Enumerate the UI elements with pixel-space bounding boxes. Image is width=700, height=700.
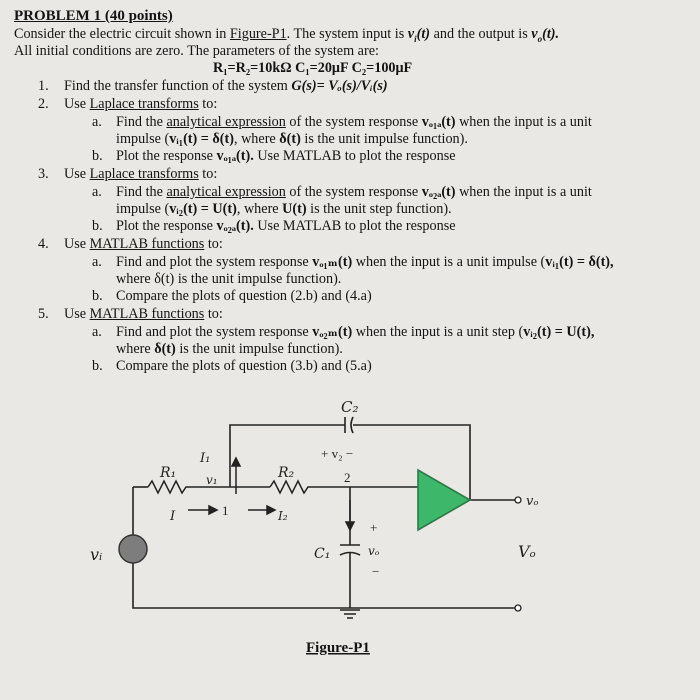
q4b-label: b. [92,288,103,304]
voltage-source-icon [119,535,147,563]
label-current-i: I [170,509,176,524]
q5a-line2: where δ(t) is the unit impulse function). [116,341,343,357]
q5a-label: a. [92,324,102,340]
label-vi: vᵢ [90,545,103,564]
q1-text: Find the transfer function of the system G(s)= Vₒ(s)/Vᵢ(s) [64,78,388,94]
q3-text: Use Laplace transforms to: [64,166,218,182]
label-minus: − [372,564,380,579]
q2b-text: Plot the response vₒ₁ₐ(t). Use MATLAB to plot the response [116,148,456,164]
q3a-label: a. [92,184,102,200]
input-symbol: $v_i(t)$ [407,26,431,44]
transfer-function-formula: G(s)= Vₒ(s)/Vᵢ(s) [291,78,388,94]
label-vo-small: vₒ [368,544,380,558]
label-i1: I₁ [200,451,211,466]
q2a-label: a. [92,114,102,130]
figure-reference: Figure-P1 [229,26,287,42]
resistor-r2 [270,481,312,493]
q2a-line2: impulse (vᵢ₁(t) = δ(t), where δ(t) is the unit impulse function). [116,131,468,147]
q4-text: Use MATLAB functions to: [64,236,223,252]
q3b-text: Plot the response vₒ₂ₐ(t). Use MATLAB to plot the response [116,218,456,234]
q5a-line1: Find and plot the system response vₒ₂ₘ(t) when the input is a unit step (vᵢ₂(t) = U(t), [116,324,595,340]
label-r1: R₁ [160,465,177,481]
label-current-i2: I₂ [278,509,288,523]
arrow-down-icon [346,522,354,530]
q4a-label: a. [92,254,102,270]
label-c1: C₁ [314,546,331,562]
q4a-line2: where δ(t) is the unit impulse function). [116,271,342,287]
capacitor-c2-plate2 [351,417,353,433]
ground-wire [133,563,515,608]
label-plus: + [370,520,378,535]
q2-number: 2. [38,96,49,112]
output-symbol: $v_o(t)$. [531,26,560,44]
feedback-wire-right [353,425,470,500]
figure-caption: Figure-P1 [306,640,370,656]
label-node2: 2 [344,470,351,485]
label-v2: + v₂ − [321,446,354,461]
q3-number: 3. [38,166,49,182]
arrow-up-icon [232,458,240,466]
q2-text: Use Laplace transforms to: [64,96,218,112]
label-r2: R₂ [278,465,295,481]
q4b-text: Compare the plots of question (2.b) and (4.a) [116,288,372,304]
ground-icon [340,610,360,618]
parameters-line: R₁=R₂=10kΩ C₁=20μF C₂=100μF [213,60,413,76]
label-vo-output: vₒ [526,494,539,509]
q4a-line1: Find and plot the system response vₒ₁ₘ(t) when the input is a unit impulse (vᵢ₁(t) = δ(t), [116,254,614,270]
q3b-label: b. [92,218,103,234]
intro-text-c: and the output is [430,26,532,42]
q5b-label: b. [92,358,103,374]
label-vo-big: Vₒ [518,542,536,561]
q2b-label: b. [92,148,103,164]
q1-number: 1. [38,78,49,94]
output-terminal-bottom [515,605,521,611]
label-node1: 1 [222,503,229,518]
resistor-r1 [148,481,190,493]
output-terminal-top [515,497,521,503]
intro-text-a: Consider the electric circuit shown in [14,26,230,42]
q4-number: 4. [38,236,49,252]
q3a-line2: impulse (vᵢ₂(t) = U(t), where U(t) is the unit step function). [116,201,452,217]
q5-number: 5. [38,306,49,322]
arrow-right-icon [209,506,217,514]
opamp-symbol [418,470,470,530]
label-v1: v₁ [206,473,218,487]
q5b-text: Compare the plots of question (3.b) and (5.a) [116,358,372,374]
q2a-line1: Find the analytical expression of the system response vₒ₁ₐ(t) when the input is a unit [116,114,592,130]
intro-text-b: . The system input is [286,26,408,42]
q3a-line1: Find the analytical expression of the system response vₒ₂ₐ(t) when the input is a unit [116,184,592,200]
q2-method: Laplace transforms [89,96,199,112]
label-c2: C₂ [341,398,359,416]
arrow-right-icon-2 [267,506,275,514]
q5-text: Use MATLAB functions to: [64,306,223,322]
conditions-line: All initial conditions are zero. The parameters of the system are: [14,43,379,59]
problem-title: PROBLEM 1 (40 points) [14,8,173,24]
